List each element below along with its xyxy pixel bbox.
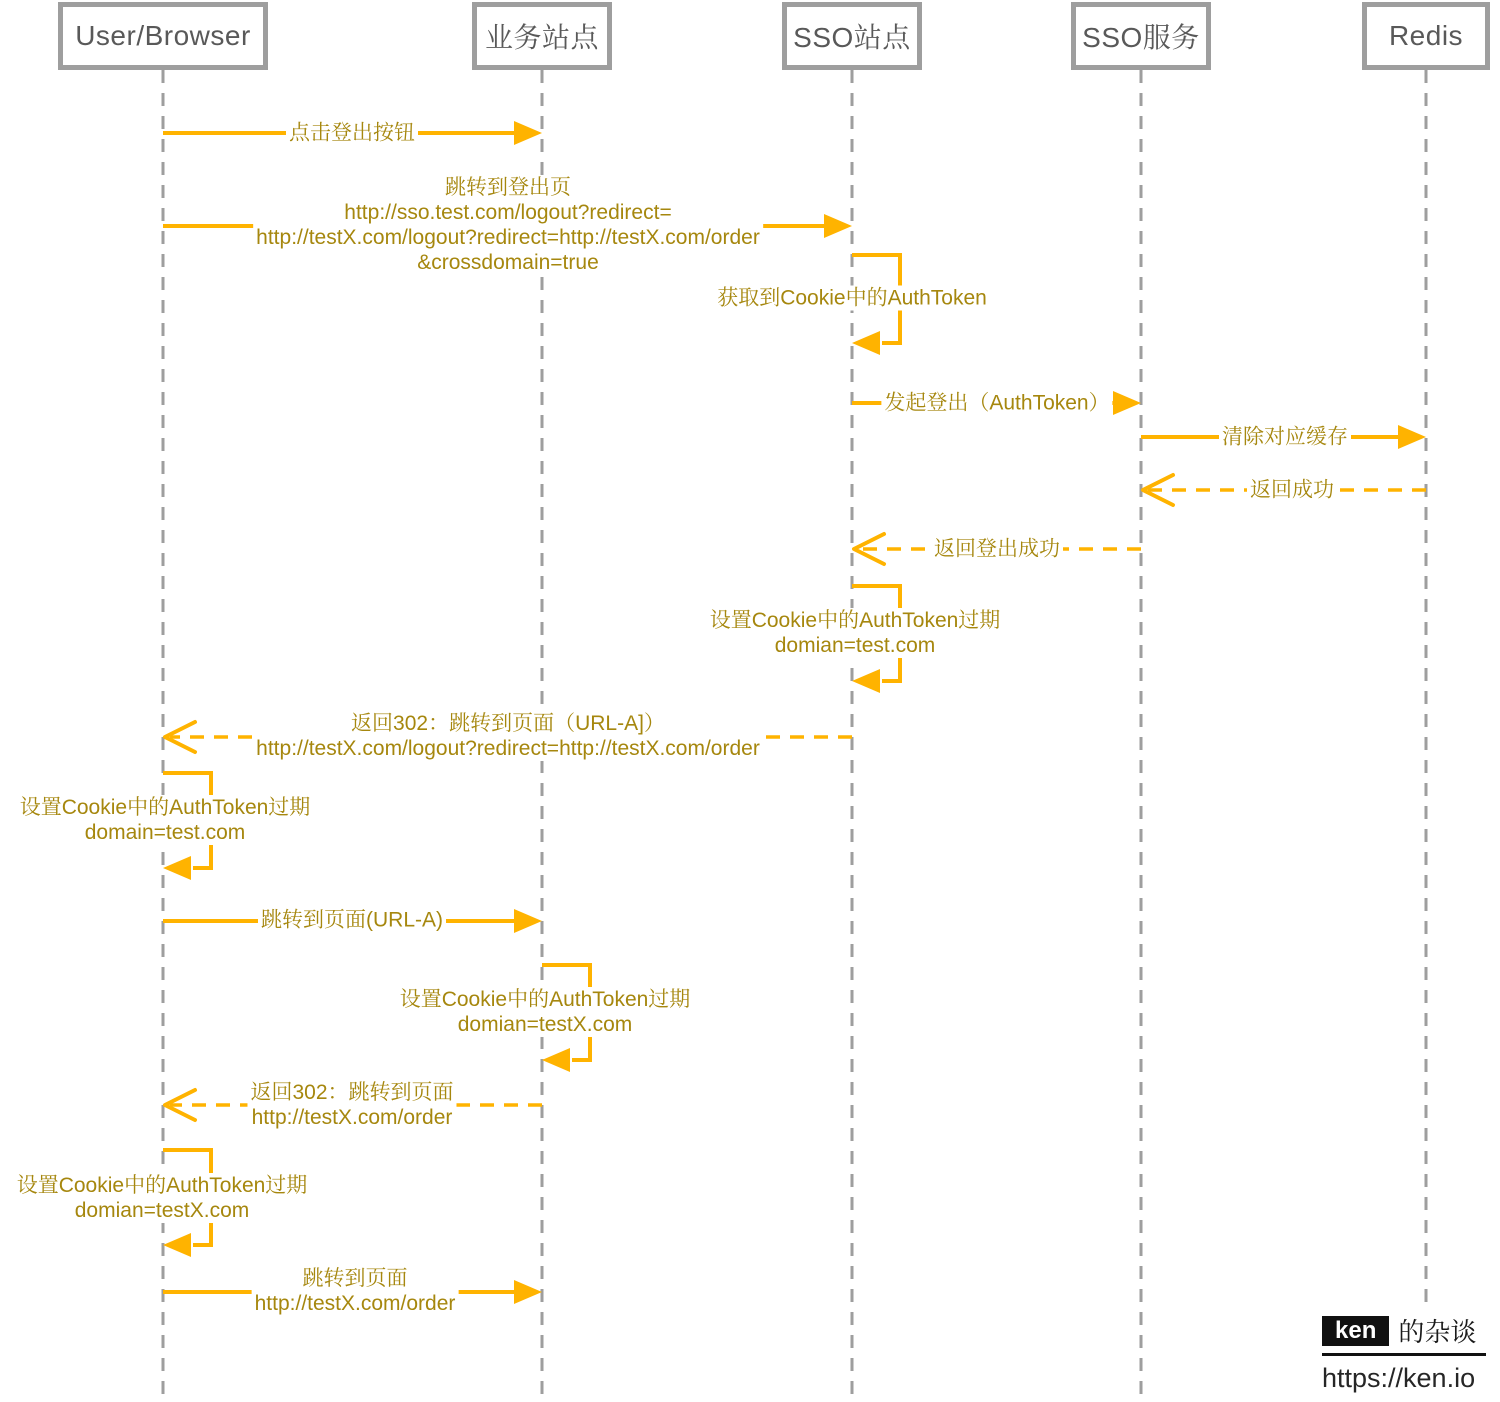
actor-business-site: [472, 2, 612, 70]
message-line: 返回登出成功: [934, 537, 1060, 561]
message-line: http://testX.com/logout?redirect=http://testX.com/order: [256, 737, 760, 760]
actor-label: 业务站点: [484, 22, 599, 53]
actor-sso-service: [1071, 2, 1211, 70]
message-line: 设置Cookie中的AuthToken过期: [16, 1174, 308, 1197]
site-url: https://ken.io: [1322, 1363, 1476, 1393]
message-line: 发起登出（AuthToken）: [884, 391, 1110, 415]
actor-user-browser: [58, 2, 268, 70]
message-label-return-logout-success: [931, 537, 1063, 562]
actor-sso-site: [782, 2, 922, 70]
actor-label: User/Browser: [75, 20, 251, 51]
message-line: http://testX.com/order: [251, 1106, 453, 1129]
message-line: 清除对应缓存: [1222, 425, 1348, 449]
message-line: 获取到Cookie中的AuthToken: [717, 286, 987, 310]
message-label-expire-cookie-sso: [707, 608, 1004, 658]
message-label-clear-cache: [1219, 425, 1351, 450]
message-line: domian=test.com: [774, 634, 936, 657]
message-label-get-authtoken: [714, 286, 990, 311]
actor-label: SSO服务: [1082, 22, 1200, 53]
message-line: 返回成功: [1250, 478, 1334, 502]
logo-badge: ken: [1322, 1316, 1389, 1346]
message-line: 点击登出按钮: [289, 121, 415, 145]
message-label-expire-cookie-business: [397, 987, 694, 1037]
site-branding: [1322, 1312, 1486, 1394]
message-label-return-302-order: [247, 1080, 456, 1130]
message-line: domain=test.com: [84, 821, 246, 844]
message-line: http://sso.test.com/logout?redirect=: [344, 201, 672, 224]
message-line: domian=testX.com: [457, 1013, 633, 1036]
message-label-goto-logout-page: [253, 175, 763, 275]
message-line: http://testX.com/logout?redirect=http://testX.com/order: [256, 226, 760, 249]
message-line: 跳转到登出页: [444, 176, 571, 199]
logo-row: [1322, 1312, 1486, 1356]
message-label-initiate-logout: [881, 391, 1112, 416]
message-label-return-success: [1247, 478, 1337, 503]
message-line: 设置Cookie中的AuthToken过期: [399, 988, 691, 1011]
message-line: 返回302：跳转到页面（URL-A]）: [351, 712, 665, 735]
message-line: http://testX.com/order: [254, 1292, 456, 1315]
actor-redis: [1362, 2, 1490, 70]
actor-label: SSO站点: [793, 22, 911, 53]
message-line: 返回302：跳转到页面: [250, 1081, 454, 1104]
message-label-return-302-url-a: [253, 711, 763, 761]
message-line: domian=testX.com: [74, 1199, 250, 1222]
message-label-goto-order-page: [252, 1266, 459, 1316]
message-line: 设置Cookie中的AuthToken过期: [709, 609, 1001, 632]
message-label-goto-page-url-a: [258, 908, 446, 933]
message-line: 跳转到页面: [302, 1267, 408, 1290]
actor-label: Redis: [1388, 20, 1464, 51]
message-label-expire-cookie-browser-2: [14, 1173, 311, 1223]
message-line: &crossdomain=true: [417, 251, 599, 274]
message-line: 跳转到页面(URL-A): [261, 908, 443, 932]
message-line: 设置Cookie中的AuthToken过期: [19, 796, 311, 819]
logo-suffix: 的杂谈: [1398, 1317, 1477, 1347]
message-label-click-logout: [286, 121, 418, 146]
message-label-expire-cookie-browser-1: [17, 795, 314, 845]
